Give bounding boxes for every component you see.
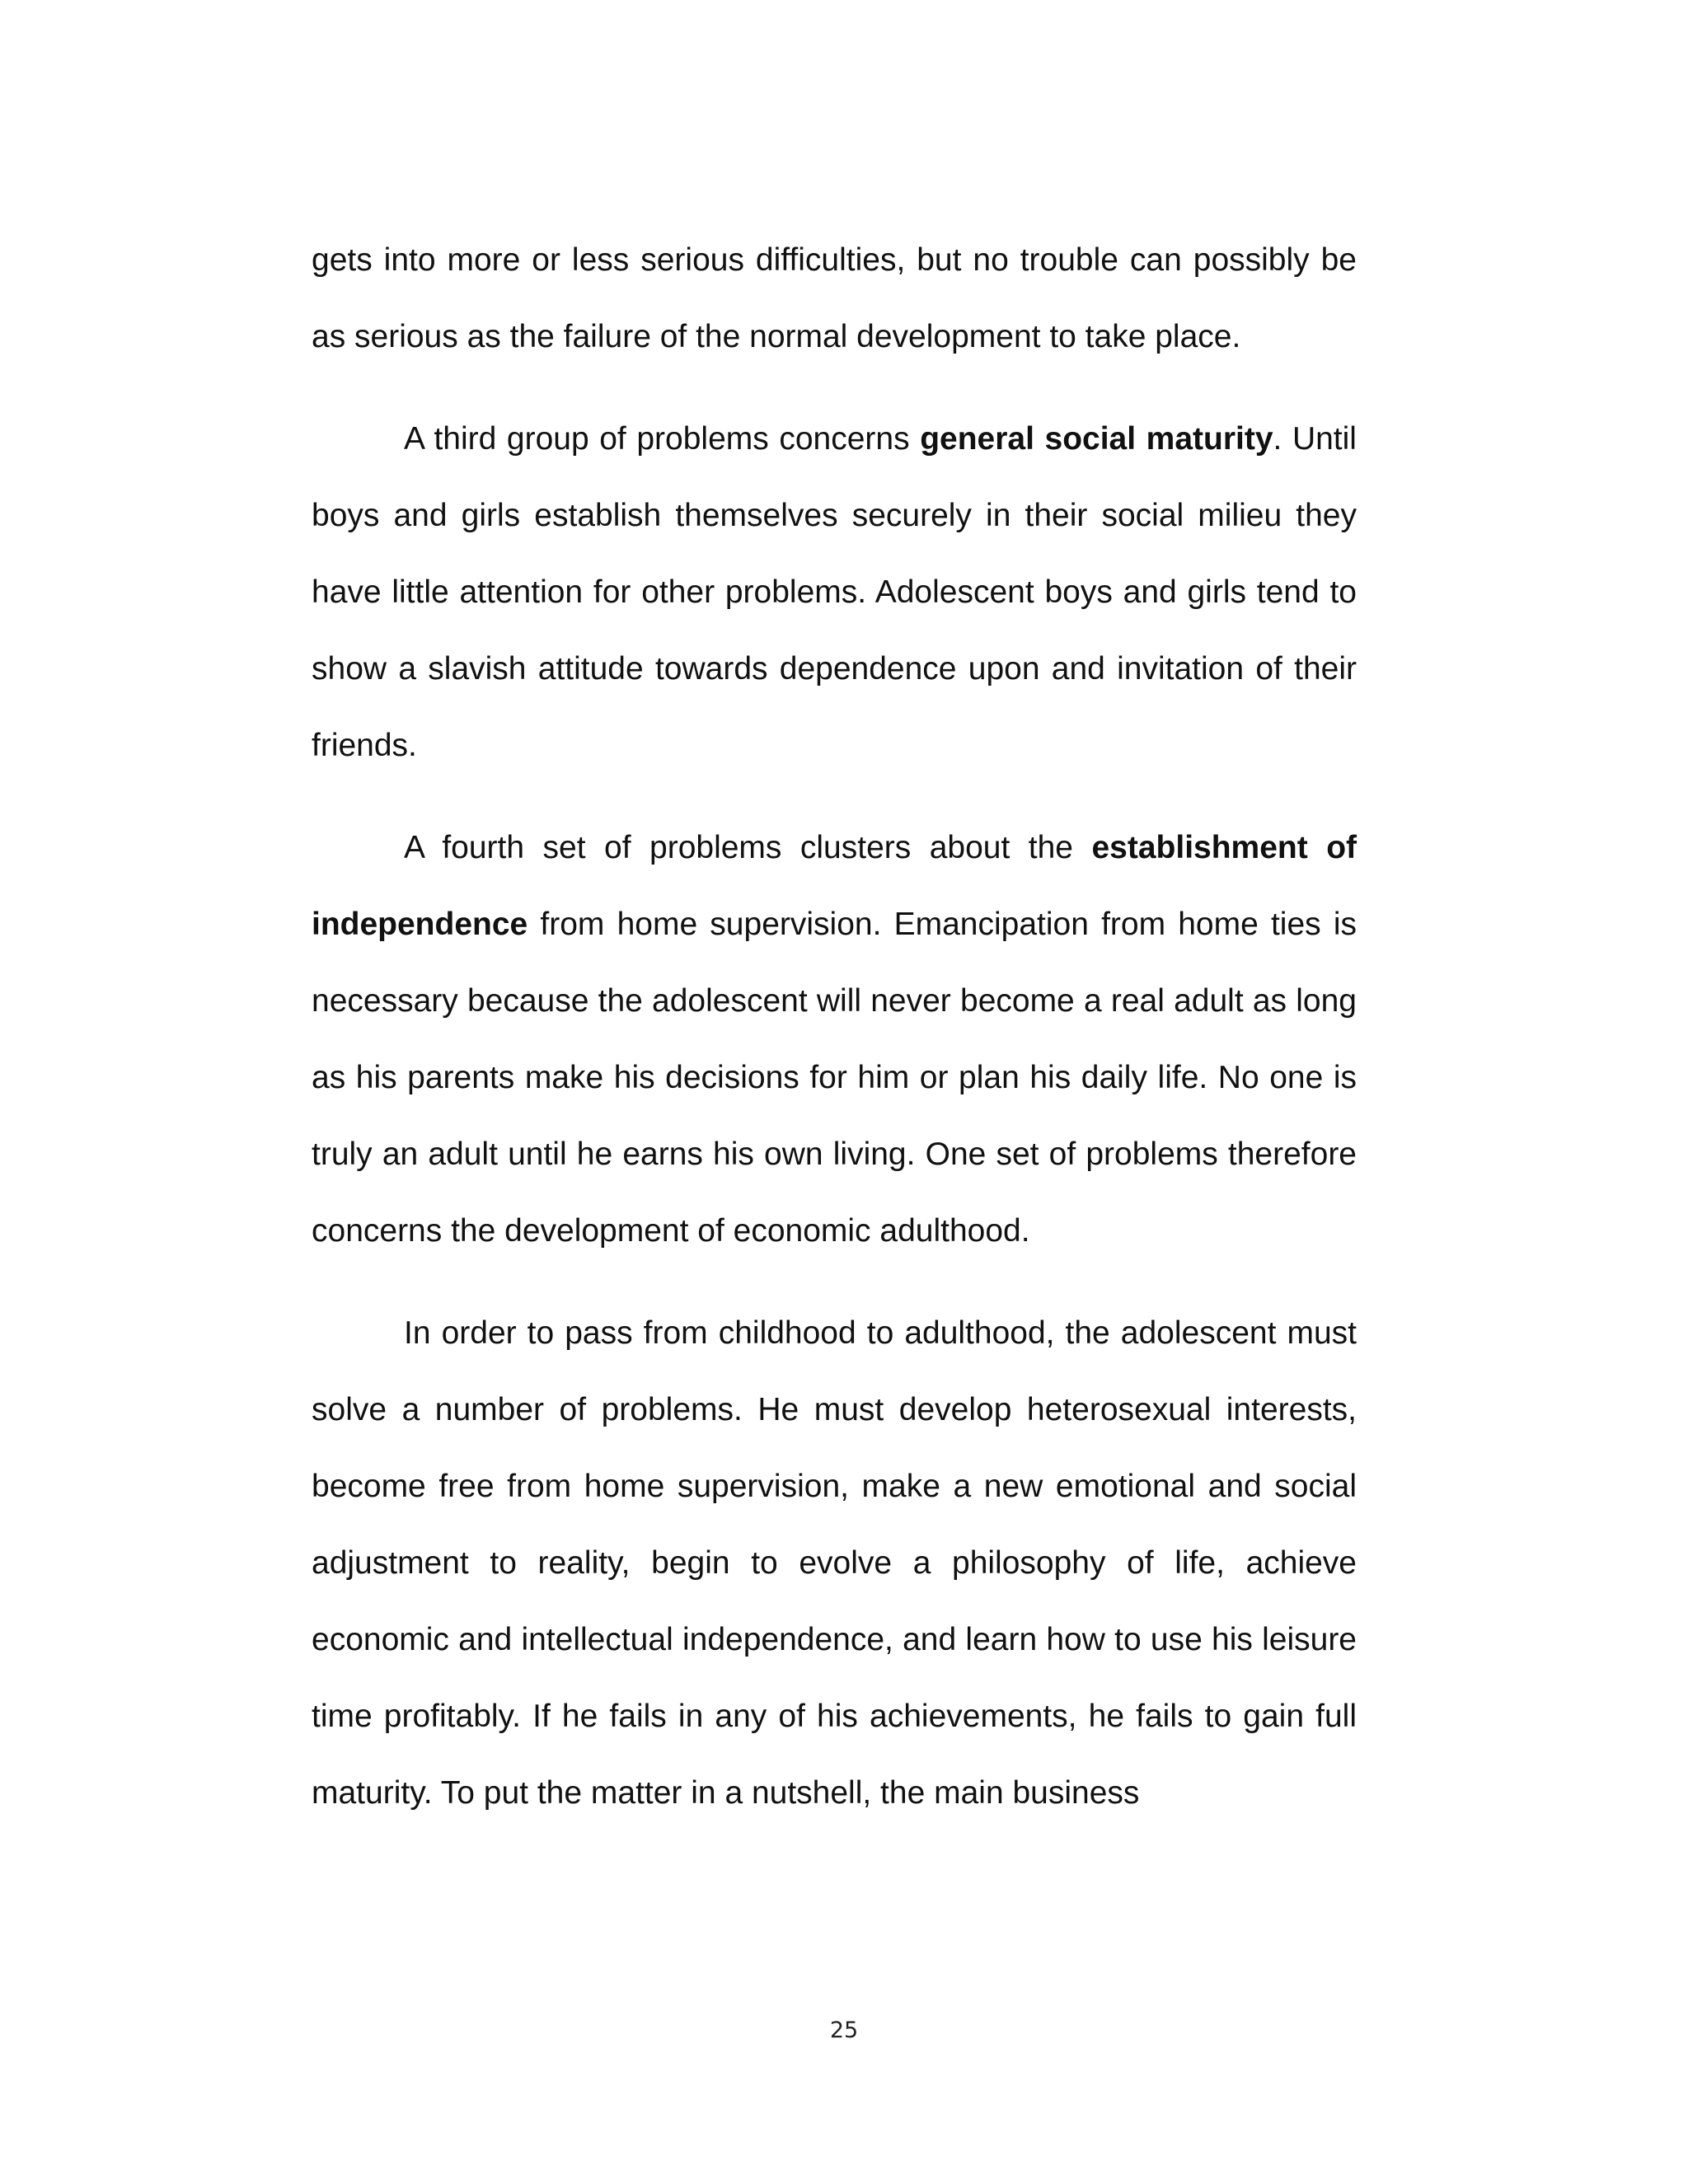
paragraph-adulthood [312, 1295, 1357, 1831]
paragraph-2-emphasis: general social maturity [920, 421, 1273, 457]
paragraph-independence [312, 809, 1357, 1269]
paragraph-3-emphasis: establishment of independence [312, 830, 1357, 942]
paragraph-3-text-rest: from home supervision. Emancipation from home ties is necessary because the adolescent will never become a real adult as long as his parents make his decisions for him or plan his daily life. No one is truly an adult until he earns his own living. One set of problems therefore concerns the development of economic adulthood. [312, 907, 1357, 1249]
paragraph-2-text-rest: . Until boys and girls establish themselves securely in their social milieu they have little attention for other problems. Adolescent boys and girls tend to show a slavish attitude towards dependence upon and invitation of their friends. [312, 421, 1357, 763]
page-number: 25 [829, 2018, 859, 2043]
paragraph-4-text: In order to pass from childhood to adulthood, the adolescent must solve a number of problems. He must develop heterosexual interests, become free from home supervision, make a new emotional and social adjustment to reality, begin to evolve a philosophy of life, achieve economic and intellectual independence, and learn how to use his leisure time profitably. If he fails in any of his achievements, he fails to gain full maturity. To put the matter in a nutshell, the main business [312, 1315, 1357, 1811]
paragraph-social-maturity [312, 401, 1357, 784]
paragraph-3-text-lead: A fourth set of problems clusters about the [404, 830, 1092, 865]
paragraph-1-text: gets into more or less serious difficulties, but no trouble can possibly be as serious as the failure of the normal development to take place. [312, 242, 1357, 354]
body-text [312, 222, 1357, 1831]
paragraph-continuation [312, 222, 1357, 375]
paragraph-2-text-lead: A third group of problems concerns [404, 421, 921, 457]
